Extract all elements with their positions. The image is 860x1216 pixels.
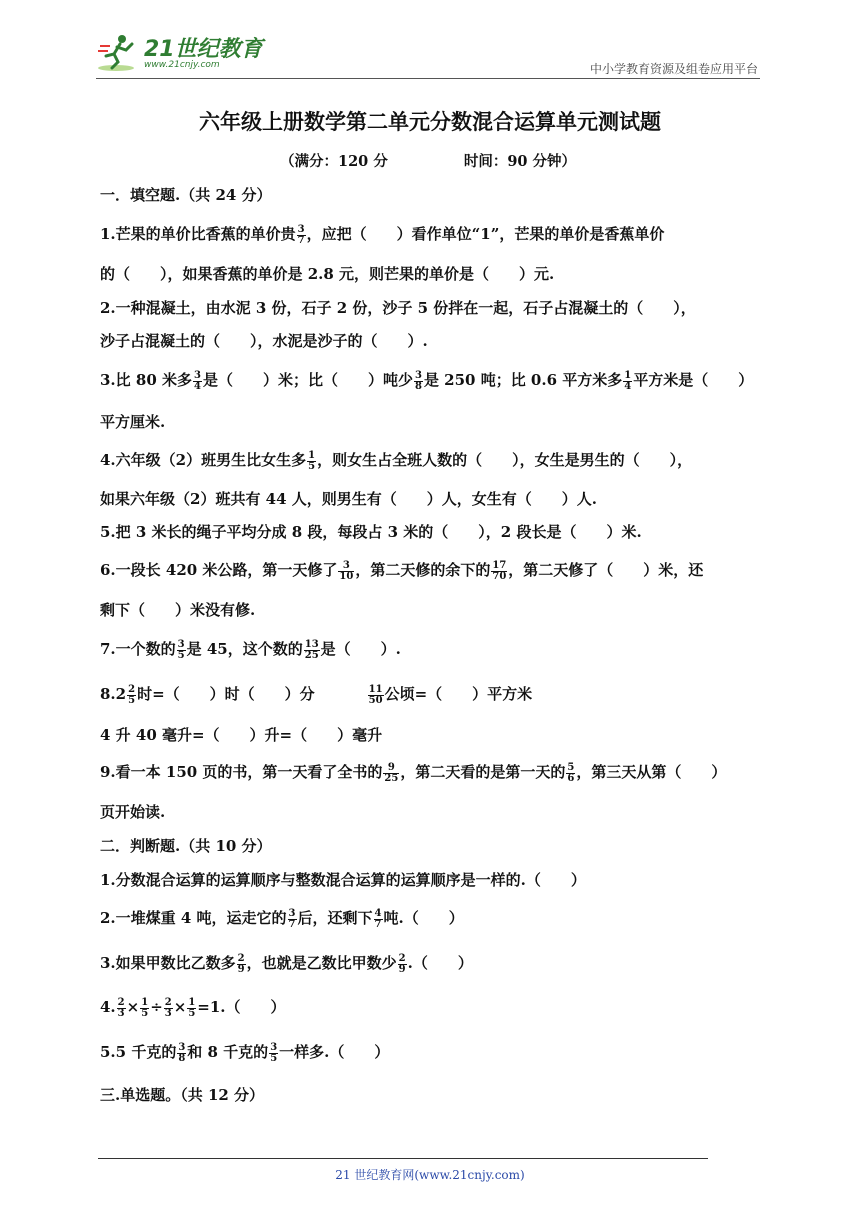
judge-2: [100, 908, 464, 930]
numerator: 1: [308, 449, 316, 461]
denominator: 25: [384, 772, 399, 784]
denominator: 8: [414, 380, 422, 392]
judge-3: [100, 953, 473, 975]
text: 后，还剩下: [297, 909, 373, 927]
text: 3.如果甲数比乙数多: [100, 954, 236, 972]
denominator: 4: [193, 380, 201, 392]
question-1-line-1: [100, 224, 664, 246]
fraction: [269, 1043, 278, 1064]
numerator: 2: [164, 996, 172, 1008]
text: ，也就是乙数比甲数少: [246, 954, 397, 972]
logo: [96, 30, 266, 74]
denominator: 5: [308, 460, 316, 472]
numerator: 3: [270, 1041, 278, 1053]
numerator: 3: [288, 907, 296, 919]
fraction: [177, 1043, 186, 1064]
text: 吨.（ ）: [383, 909, 464, 927]
text: 8.2: [100, 685, 127, 703]
operator: ÷: [150, 998, 163, 1016]
denominator: 3: [117, 1007, 125, 1019]
numerator: 3: [193, 369, 201, 381]
runner-logo-icon: [96, 32, 142, 72]
numerator: 2: [117, 996, 125, 1008]
text: 是（ ）.: [320, 640, 401, 658]
question-4-line-2: 如果六年级（2）班共有 44 人，则男生有（ ）人，女生有（ ）人.: [100, 490, 597, 508]
fraction: [414, 371, 423, 392]
numerator: 2: [128, 683, 136, 695]
text: ，第三天从第（ ）: [576, 763, 727, 781]
text: 时=（ ）时（ ）分: [137, 685, 315, 703]
fraction: [383, 763, 399, 784]
question-7: [100, 639, 401, 661]
page-title: 六年级上册数学第二单元分数混合运算单元测试题: [199, 109, 661, 134]
denominator: 4: [624, 380, 632, 392]
denominator: 9: [237, 963, 245, 975]
question-3-line-1: [100, 370, 753, 392]
text: 4.六年级（2）班男生比女生多: [100, 451, 307, 469]
text: 是（ ）米；比（ ）吨少: [202, 371, 413, 389]
text: 和 8 千克的: [187, 1043, 269, 1061]
numerator: 2: [398, 952, 406, 964]
exam-meta: [280, 150, 576, 171]
fraction: [623, 371, 632, 392]
fraction: [127, 685, 136, 706]
fraction: [164, 998, 173, 1019]
numerator: 3: [177, 638, 185, 650]
text: 是 45，这个数的: [186, 640, 303, 658]
fraction: [288, 909, 297, 930]
denominator: 5: [128, 694, 136, 706]
denominator: 50: [368, 694, 383, 706]
text: .（ ）: [407, 954, 473, 972]
question-3-line-2: 平方厘米.: [100, 413, 166, 431]
fraction: [368, 685, 384, 706]
fraction: [297, 225, 306, 246]
text: ，则女生占全班人数的（ ），女生是男生的（ ），: [317, 451, 693, 469]
denominator: 9: [398, 963, 406, 975]
time-limit: 时间：90 分钟）: [463, 153, 577, 170]
numerator: 4: [374, 907, 382, 919]
numerator: 2: [237, 952, 245, 964]
footer-divider: [98, 1158, 708, 1159]
question-2-line-2: 沙子占混凝土的（ ），水泥是沙子的（ ）.: [100, 332, 428, 350]
denominator: 7: [297, 234, 305, 246]
denominator: 7: [374, 918, 382, 930]
fraction: [187, 998, 196, 1019]
numerator: 5: [567, 761, 575, 773]
fraction: [307, 451, 316, 472]
text: 5.5 千克的: [100, 1043, 177, 1061]
numerator: 1: [188, 996, 196, 1008]
denominator: 25: [304, 649, 319, 661]
text: 4.: [100, 998, 116, 1016]
denominator: 7: [288, 918, 296, 930]
page-header: [96, 30, 760, 79]
question-6-line-2: 剩下（ ）米没有修.: [100, 601, 256, 619]
section-2-heading: 二．判断题.（共 10 分）: [100, 837, 272, 855]
question-6-line-1: [100, 560, 703, 582]
numerator: 3: [297, 223, 305, 235]
fraction: [398, 954, 407, 975]
fraction: [374, 909, 383, 930]
text: ，第二天看的是第一天的: [400, 763, 566, 781]
numerator: 3: [338, 561, 354, 572]
question-9-line-2: 页开始读.: [100, 803, 166, 821]
text: =1.（ ）: [197, 998, 286, 1016]
platform-name: 中小学教育资源及组卷应用平台: [589, 62, 758, 76]
judge-1: 1.分数混合运算的运算顺序与整数混合运算的运算顺序是一样的.（ ）: [100, 871, 586, 889]
text: 2.一堆煤重 4 吨，运走它的: [100, 909, 287, 927]
text: 一样多.（ ）: [279, 1043, 390, 1061]
text: ，第二天修的余下的: [355, 561, 491, 579]
fraction: [117, 998, 126, 1019]
section-1-heading: 一．填空题.（共 24 分）: [100, 186, 272, 204]
fraction: [566, 763, 575, 784]
fraction: [177, 640, 186, 661]
text: 9.看一本 150 页的书，第一天看了全书的: [100, 763, 383, 781]
text: ，应把（ ）看作单位“1”，芒果的单价是香蕉单价: [306, 225, 665, 243]
text: 平方米是（ ）: [633, 371, 754, 389]
question-5: 5.把 3 米长的绳子平均分成 8 段，每段占 3 米的（ ），2 段长是（ ）米.: [100, 523, 642, 541]
judge-4: [100, 997, 286, 1019]
numerator: 3: [178, 1041, 186, 1053]
fraction: [193, 371, 202, 392]
fraction: [304, 640, 320, 661]
section-3-heading: 三.单选题。（共 12 分）: [100, 1086, 265, 1104]
text: ，第二天修了（ ）米，还: [508, 561, 704, 579]
denominator: 5: [188, 1007, 196, 1019]
fraction: [237, 954, 246, 975]
logo-url: www.21cnjy.com: [144, 60, 220, 70]
question-2-line-1: 2.一种混凝土，由水泥 3 份，石子 2 份，沙子 5 份拌在一起，石子占混凝土的（ ），: [100, 299, 696, 317]
numerator: 1: [624, 369, 632, 381]
numerator: 9: [383, 763, 399, 774]
text: 3.比 80 米多: [100, 371, 192, 389]
question-1-line-2: 的（ ），如果香蕉的单价是 2.8 元，则芒果的单价是（ ）元.: [100, 265, 555, 283]
operator: ×: [126, 998, 140, 1016]
denominator: 5: [141, 1007, 149, 1019]
text: 1.芒果的单价比香蕉的单价贵: [100, 225, 296, 243]
question-8-line-1: [100, 684, 532, 706]
numerator: 11: [368, 683, 383, 695]
footer-text: 21 世纪教育网(www.21cnjy.com): [335, 1168, 525, 1182]
denominator: 10: [339, 570, 354, 582]
denominator: 5: [270, 1052, 278, 1064]
text: 公顷=（ ）平方米: [384, 685, 533, 703]
fraction: [140, 998, 149, 1019]
numerator: 17: [492, 559, 507, 571]
question-8-line-2: 4 升 40 毫升=（ ）升=（ ）毫升: [100, 726, 383, 744]
denominator: 3: [164, 1007, 172, 1019]
text: 6.一段长 420 米公路，第一天修了: [100, 561, 338, 579]
judge-5: [100, 1042, 389, 1064]
fraction: [491, 561, 507, 582]
text: 是 250 吨；比 0.6 平方米多: [423, 371, 623, 389]
denominator: 70: [492, 570, 507, 582]
numerator: 3: [414, 369, 422, 381]
denominator: 8: [178, 1052, 186, 1064]
numerator: 13: [304, 638, 319, 650]
operator: ×: [173, 998, 187, 1016]
question-9-line-1: [100, 762, 726, 784]
numerator: 1: [141, 996, 149, 1008]
fraction: [338, 561, 354, 582]
total-score: （满分：120 分: [280, 153, 388, 170]
logo-text: 21世纪教育: [144, 37, 263, 62]
denominator: 5: [177, 649, 185, 661]
question-4-line-1: [100, 450, 692, 472]
denominator: 6: [567, 772, 575, 784]
text: 7.一个数的: [100, 640, 176, 658]
